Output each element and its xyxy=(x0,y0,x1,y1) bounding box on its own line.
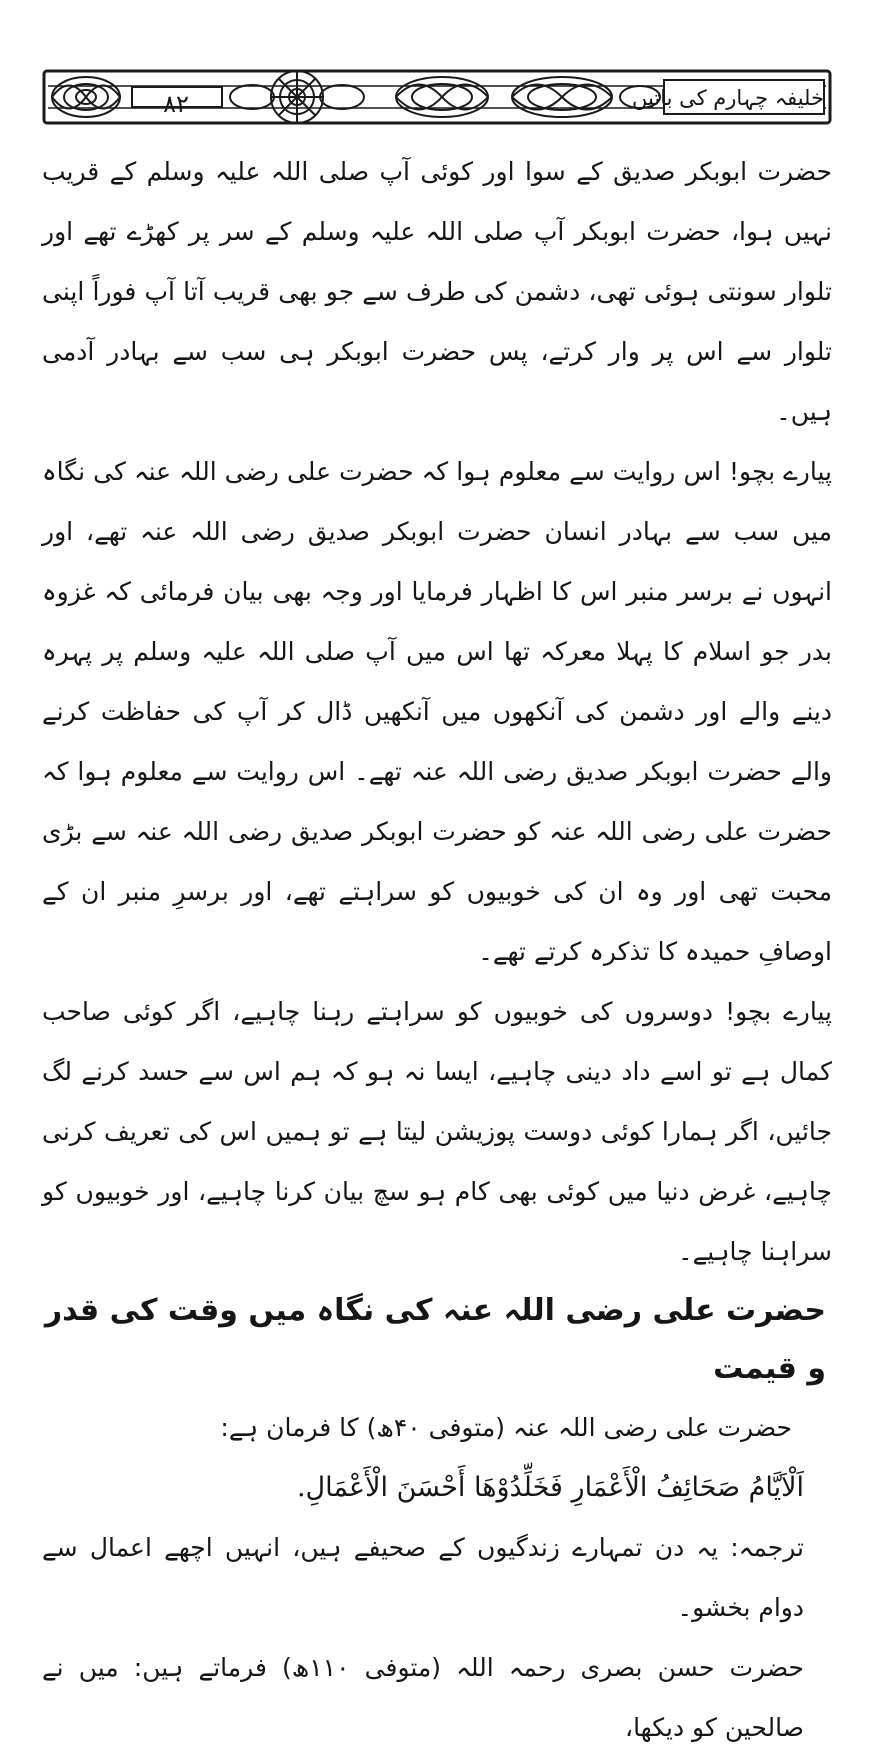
page-body xyxy=(42,142,832,1758)
page-number: ۸۲ xyxy=(163,90,189,118)
ornament-knot-left xyxy=(52,77,120,117)
section-heading: حضرت علی رضی اللہ عنہ کی نگاہ میں وقت کی قدر و قیمت xyxy=(44,1293,826,1386)
page-header xyxy=(42,66,832,130)
ornament-medallion-center xyxy=(230,71,364,123)
arabic-quote: اَلْاَیَّامُ صَحَائِفُ الْأَعْمَارِ فَخَلِّدُوْهَا أَحْسَنَ الْأَعْمَالِ. xyxy=(296,1472,804,1503)
quote-intro: حضرت علی رضی اللہ عنہ (متوفی ۴۰ھ) کا فرمان ہے: xyxy=(220,1413,792,1442)
paragraph-2: پیارے بچو! اس روایت سے معلوم ہوا کہ حضرت علی رضی اللہ عنہ کی نگاہ میں سب سے بہادر انسان حضرت ابوبکر صدیق رضی اللہ عنہ تھے، اور انہوں نے برسر منبر اس کا اظہار فرمایا اور وجہ بھی بیان فرمائی کہ غزوہ بدر جو اسلام کا پہلا معرکہ تھا اس میں آپ صلی اللہ علیہ وسلم پر پہرہ دینے والے اور دشمن کی آنکھوں میں آنکھیں ڈال کر آپ کی حفاظت کرنے والے حضرت ابوبکر صدیق رضی اللہ عنہ تھے۔ اس روایت سے معلوم ہوا کہ حضرت علی رضی اللہ عنہ کو حضرت ابوبکر صدیق رضی اللہ عنہ سے بڑی محبت تھی اور وہ ان کی خوبیوں کو سراہتے تھے، اور برسرِ منبر ان کے اوصافِ حمیدہ کا تذکرہ کرتے تھے۔ xyxy=(42,457,832,966)
closing-line: حضرت حسن بصری رحمہ اللہ (متوفی ۱۱۰ھ) فرماتے ہیں: میں نے صالحین کو دیکھا، xyxy=(42,1653,804,1742)
translation: ترجمہ: یہ دن تمہارے زندگیوں کے صحیفے ہیں، انہیں اچھے اعمال سے دوام بخشو۔ xyxy=(42,1533,804,1622)
ornament-knot-middle xyxy=(396,77,488,117)
paragraph-1: حضرت ابوبکر صدیق کے سوا اور کوئی آپ صلی اللہ علیہ وسلم کے قریب نہیں ہوا، حضرت ابوبکر آپ صلی اللہ علیہ وسلم کے سر پر کھڑے تھے اور تلوار سونتی ہوئی تھی، دشمن کی طرف سے جو بھی قریب آتا آپ فوراً اپنی تلوار سے اس پر وار کرتے، پس حضرت ابوبکر ہی سب سے بہادر آدمی ہیں۔ xyxy=(42,157,832,426)
running-title: خلیفہ چہارم کی باتیں xyxy=(632,86,824,110)
paragraph-3: پیارے بچو! دوسروں کی خوبیوں کو سراہتے رہنا چاہیے، اگر کوئی صاحب کمال ہے تو اسے داد دینی چاہیے، ایسا نہ ہو کہ ہم اس سے حسد کرنے لگ جائیں، اگر ہمارا کوئی دوست پوزیشن لیتا ہے تو ہمیں اس کی تعریف کرنی چاہیے، غرض دنیا میں کوئی بھی کام ہو سچ بیان کرنا چاہیے، اور خوبیوں کو سراہنا چاہیے۔ xyxy=(42,997,832,1266)
